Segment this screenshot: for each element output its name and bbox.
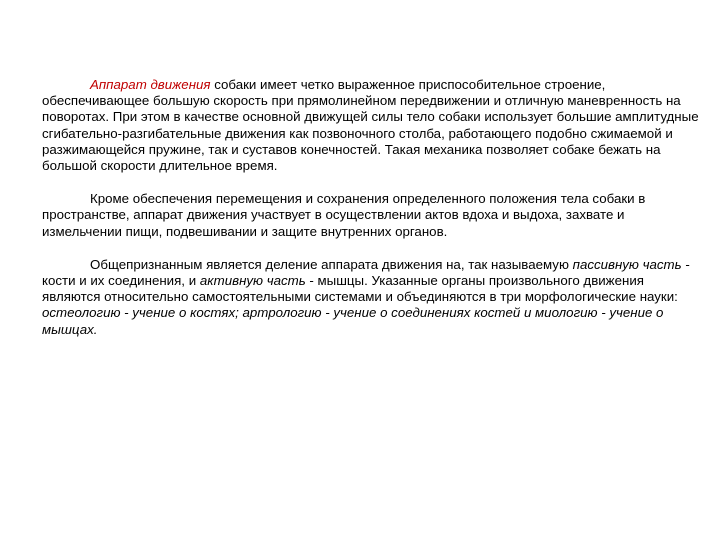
paragraph-text: Общепризнанным является деление аппарата движения на, так называемую <box>90 256 573 272</box>
paragraph-locomotion <box>42 77 702 174</box>
term-sciences: остеологию - учение о костях; артрологию - учение о соединениях костей и миологию - учение о мышцах. <box>42 305 664 337</box>
term-active-part: активную часть <box>199 273 306 289</box>
paragraph-text: собаки имеет четко выраженное приспособительное строение, обеспечивающее большую скорость при прямолинейном передвижении и отличную маневренность на поворотах. При этом в качестве основной движущей силы тело собаки использует большие амплитудные сгибательно-разгибательные движения как позвоночного столба, работающего подобно сжимаемой и разжимающейся пружине, так и суставов конечностей. Такая механика позволяет собаке бежать на большой скорости длительное время. <box>42 77 699 174</box>
paragraph-division <box>42 257 702 338</box>
paragraph-text: - мышцы. Указанные органы произвольного движения являются относительно самостоятельными системами и объединяются в три морфологические науки: <box>42 273 678 305</box>
paragraph-text: - кости и их соединения, и <box>42 256 690 289</box>
paragraph-functions <box>42 191 702 240</box>
term-passive-part: пассивную часть <box>572 256 682 272</box>
term-locomotor-apparatus: Аппарат движения <box>90 77 211 92</box>
text-body <box>42 77 702 355</box>
paragraph-text: Кроме обеспечения перемещения и сохранения определенного положения тела собаки в пространстве, аппарат движения участвует в осуществлении актов вдоха и выдоха, захвате и измельчении пищи, подвешивании и защите внутренних органов. <box>42 191 646 239</box>
